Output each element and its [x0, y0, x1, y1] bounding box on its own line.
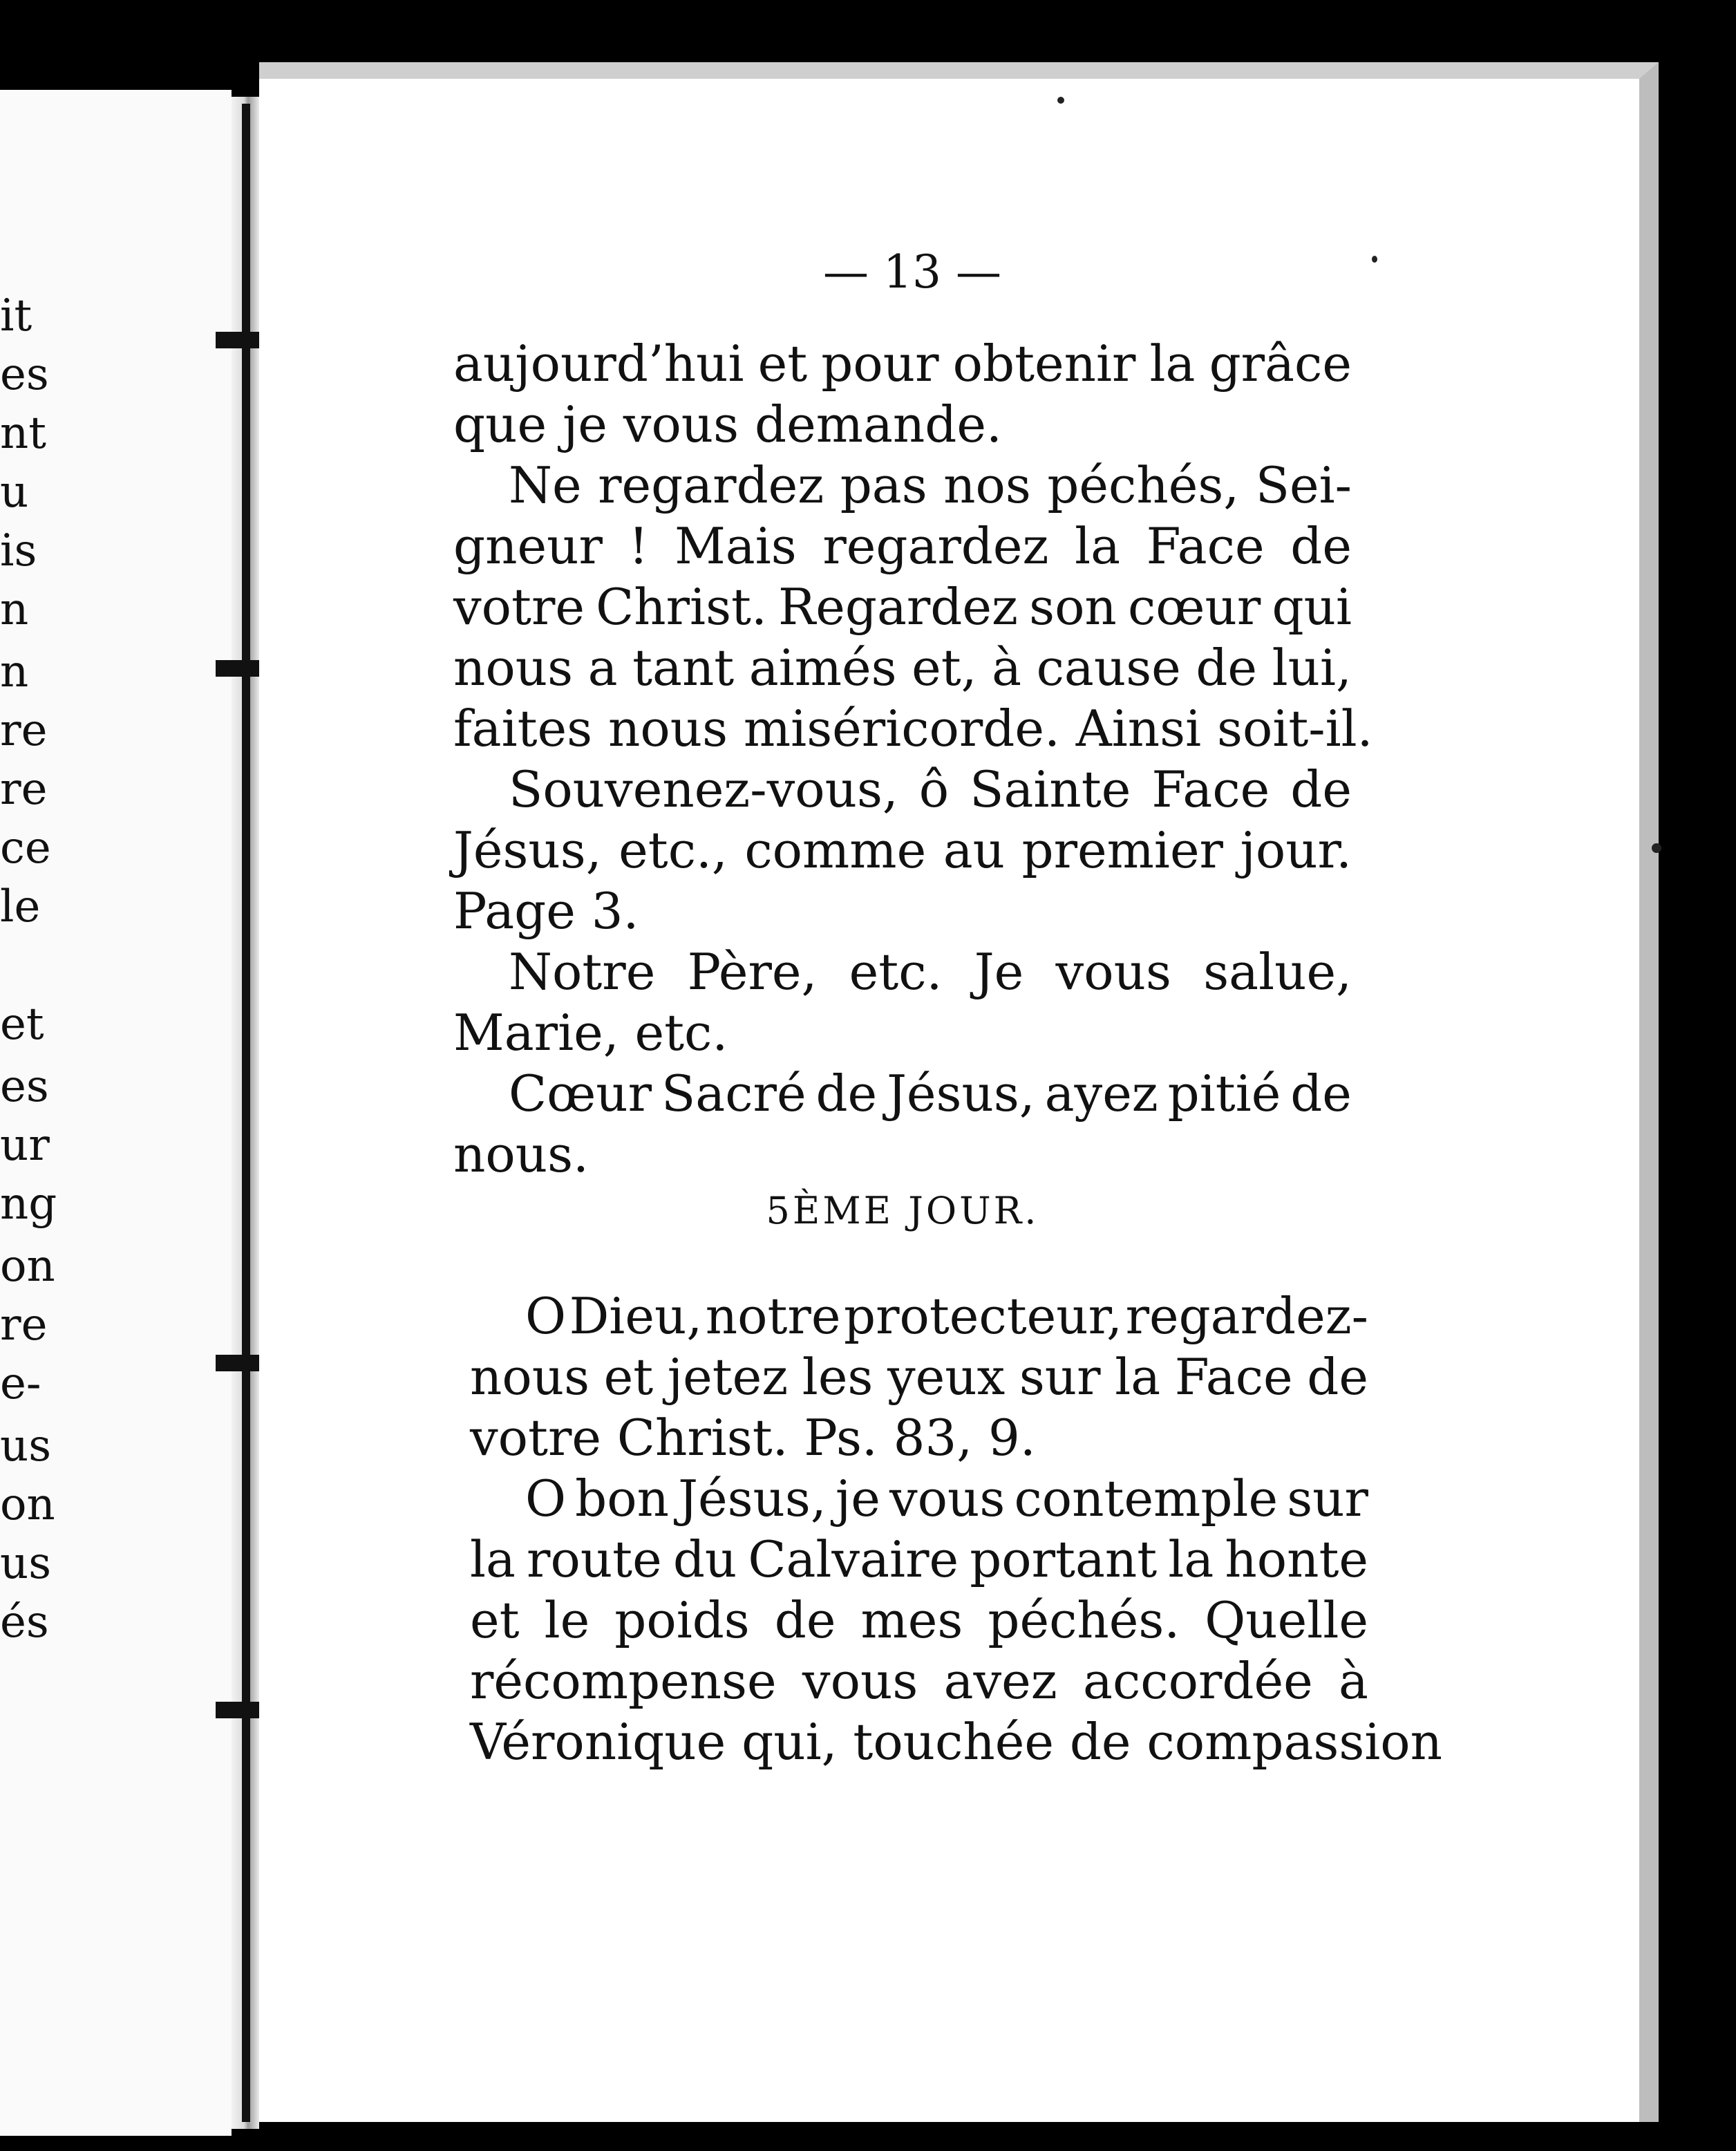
text-line: votre Christ. Ps. 83, 9.: [470, 1409, 1036, 1467]
left-page-text-fragment: n: [0, 646, 29, 697]
left-page-text-fragment: re: [0, 764, 48, 815]
left-page-text-fragment: us: [0, 1538, 52, 1589]
left-page-text-fragment: re: [0, 705, 48, 756]
left-page-text-fragment: es: [0, 1061, 49, 1112]
left-page-text-fragment: e-: [0, 1358, 41, 1409]
left-page-text-fragment: ng: [0, 1178, 57, 1230]
left-page-text-fragment: us: [0, 1420, 52, 1472]
previous-page-fragment: [0, 90, 232, 2136]
text-line: gneur ! Mais regardez la Face de: [453, 517, 1352, 575]
left-page-text-fragment: u: [0, 467, 29, 518]
text-block-top: [453, 333, 1373, 1185]
binding-spine: [242, 104, 250, 2122]
speck: [1057, 97, 1064, 104]
left-page-text-fragment: it: [0, 290, 32, 341]
text-line: Jésus, etc., comme au premier jour.: [453, 821, 1352, 879]
text-line: que je vous demande.: [453, 395, 1002, 453]
text-line: Ne regardez pas nos péchés, Sei-: [509, 456, 1352, 514]
left-page-text-fragment: ur: [0, 1120, 50, 1171]
text-line: O bon Jésus, je vous contemple sur: [525, 1469, 1368, 1528]
left-page-text-fragment: és: [0, 1597, 49, 1648]
text-line: récompense vous avez accordée à: [470, 1652, 1368, 1710]
text-line: Page 3.: [453, 882, 639, 940]
text-line: O Dieu, notre protecteur, regardez-: [525, 1287, 1368, 1345]
left-page-text-fragment: on: [0, 1241, 55, 1292]
left-page-text-fragment: nt: [0, 408, 46, 459]
text-line: nous et jetez les yeux sur la Face de: [470, 1348, 1368, 1406]
text-line: Souvenez-vous, ô Sainte Face de: [509, 760, 1352, 818]
text-block-bottom: [470, 1286, 1443, 1772]
text-line: Cœur Sacré de Jésus, ayez pitié de: [509, 1064, 1352, 1123]
text-line: la route du Calvaire portant la honte: [470, 1530, 1368, 1588]
left-page-text-fragment: ce: [0, 823, 51, 874]
speck: [1652, 843, 1661, 853]
text-line: votre Christ. Regardez son cœur qui: [453, 578, 1352, 636]
page-number: — 13 —: [823, 245, 1001, 299]
left-page-text-fragment: es: [0, 349, 49, 400]
speck: [1372, 256, 1377, 263]
left-page-text-fragment: et: [0, 999, 44, 1050]
text-line: aujourd’hui et pour obtenir la grâce: [453, 335, 1352, 393]
text-line: Notre Père, etc. Je vous salue,: [509, 943, 1352, 1001]
text-line: Véronique qui, touchée de compassion: [470, 1713, 1443, 1771]
text-line: nous.: [453, 1125, 589, 1183]
left-page-text-fragment: is: [0, 525, 37, 576]
left-page-text-fragment: re: [0, 1299, 48, 1351]
left-page-text-fragment: n: [0, 584, 29, 635]
left-page-text-fragment: on: [0, 1479, 55, 1530]
section-heading: 5ÈME JOUR.: [766, 1189, 1039, 1232]
text-line: et le poids de mes péchés. Quelle: [470, 1591, 1368, 1649]
text-line: nous a tant aimés et, à cause de lui,: [453, 639, 1352, 697]
text-line: faites nous miséricorde. Ainsi soit-il.: [453, 699, 1373, 758]
text-line: Marie, etc.: [453, 1004, 728, 1062]
left-page-text-fragment: le: [0, 881, 41, 932]
